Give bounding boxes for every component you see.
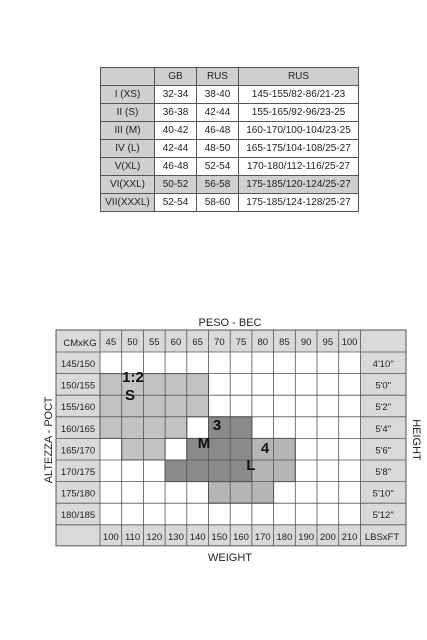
lbs-tick-label: 130 (168, 531, 184, 543)
size-cell: II (S) (101, 104, 155, 122)
chart-bottom-title: WEIGHT (208, 552, 252, 564)
cm-tick-label: 165/170 (60, 445, 96, 457)
measures-cell: 175-185/120-124/25-27 (239, 176, 359, 194)
region-m-letter: M (197, 435, 211, 452)
gb-cell: 32-34 (155, 86, 197, 104)
region-l-number: 4 (260, 440, 270, 457)
region-l-letter: L (246, 457, 256, 474)
kg-tick-label: 75 (235, 337, 247, 348)
chart-right-title: HEIGHT (410, 419, 422, 461)
kg-tick-label: 80 (257, 337, 269, 348)
header-gb: GB (155, 68, 197, 86)
cm-tick-label: 170/175 (60, 467, 96, 478)
ft-tick-label: 5'8" (375, 467, 392, 478)
rus-cell: 42-44 (197, 104, 239, 122)
measures-cell: 175-185/124-128/25-27 (239, 194, 359, 212)
corner-top-label: CMxKG (63, 338, 97, 349)
rus-cell: 56-58 (197, 176, 239, 194)
kg-tick-label: 60 (170, 337, 182, 348)
kg-tick-label: 45 (105, 337, 117, 348)
rus-cell: 46-48 (197, 122, 239, 140)
cm-tick-label: 175/180 (60, 488, 96, 500)
size-cell: IV (L) (101, 140, 155, 158)
kg-tick-label: 70 (214, 337, 225, 348)
rus-cell: 48-50 (197, 140, 239, 158)
measures-cell: 145-155/82-86/21-23 (239, 86, 359, 104)
region-m-number: 3 (212, 417, 222, 434)
lbs-tick-label: 170 (254, 531, 271, 543)
lbs-tick-label: 160 (233, 531, 249, 543)
lbs-tick-label: 110 (124, 531, 141, 543)
lbs-tick-label: 210 (341, 531, 358, 543)
kg-tick-label: 55 (148, 337, 160, 348)
kg-tick-label: 85 (279, 337, 290, 348)
cm-tick-label: 150/155 (60, 380, 96, 392)
header-rus: RUS (197, 68, 239, 86)
measures-cell: 160-170/100-104/23-25 (239, 122, 359, 140)
measures-cell: 155-165/92-96/23-25 (239, 104, 359, 122)
cm-tick-label: 145/150 (60, 359, 96, 370)
kg-tick-label: 65 (192, 337, 203, 348)
lbs-tick-label: 200 (319, 531, 336, 543)
size-cell: III (M) (101, 122, 155, 140)
cm-tick-label: 180/185 (60, 510, 96, 522)
size-cell: VII(XXXL) (101, 194, 155, 212)
ft-tick-label: 5'10" (372, 488, 394, 500)
ft-tick-label: 5'0" (375, 380, 392, 392)
lbs-tick-label: 120 (146, 531, 163, 543)
kg-tick-label: 90 (300, 337, 312, 348)
gb-cell: 52-54 (155, 194, 197, 212)
chart-top-title: PESO - ВЕС (198, 317, 262, 329)
chart-left-title: ALTEZZA - РОСТ (43, 396, 55, 484)
lbs-tick-label: 150 (211, 531, 228, 543)
kg-tick-label: 50 (127, 337, 138, 348)
lbs-tick-label: 190 (298, 531, 315, 543)
header-rus-measures: RUS (239, 68, 359, 86)
ft-tick-label: 5'2" (375, 402, 392, 414)
rus-cell: 58-60 (197, 194, 239, 212)
gb-cell: 50-52 (155, 176, 197, 194)
measures-cell: 165-175/104-108/25-27 (239, 140, 359, 158)
gb-cell: 36-38 (155, 104, 197, 122)
cm-tick-label: 155/160 (60, 402, 96, 414)
gb-cell: 40-42 (155, 122, 197, 140)
size-cell: VI(XXL) (101, 176, 155, 194)
rus-cell: 52-54 (197, 158, 239, 176)
measures-cell: 170-180/112-116/25-27 (239, 158, 359, 176)
ft-tick-label: 4'10" (372, 359, 394, 370)
lbs-tick-label: 180 (276, 531, 293, 543)
size-cell: I (XS) (101, 86, 155, 104)
region-s-letter: S (124, 387, 136, 404)
corner-bottom-label: LBSxFT (364, 532, 400, 543)
region-s-number: 1:2 (122, 369, 144, 386)
gb-cell: 46-48 (155, 158, 197, 176)
rus-cell: 38-40 (197, 86, 239, 104)
lbs-tick-label: 100 (102, 531, 119, 543)
kg-tick-label: 95 (322, 337, 334, 348)
ft-tick-label: 5'6" (375, 445, 392, 457)
cm-tick-label: 160/165 (60, 423, 96, 435)
kg-tick-label: 100 (341, 337, 358, 348)
size-cell: V(XL) (101, 158, 155, 176)
gb-cell: 42-44 (155, 140, 197, 158)
lbs-tick-label: 140 (189, 531, 206, 543)
ft-tick-label: 5'4" (375, 423, 392, 435)
ft-tick-label: 5'12" (372, 510, 394, 522)
